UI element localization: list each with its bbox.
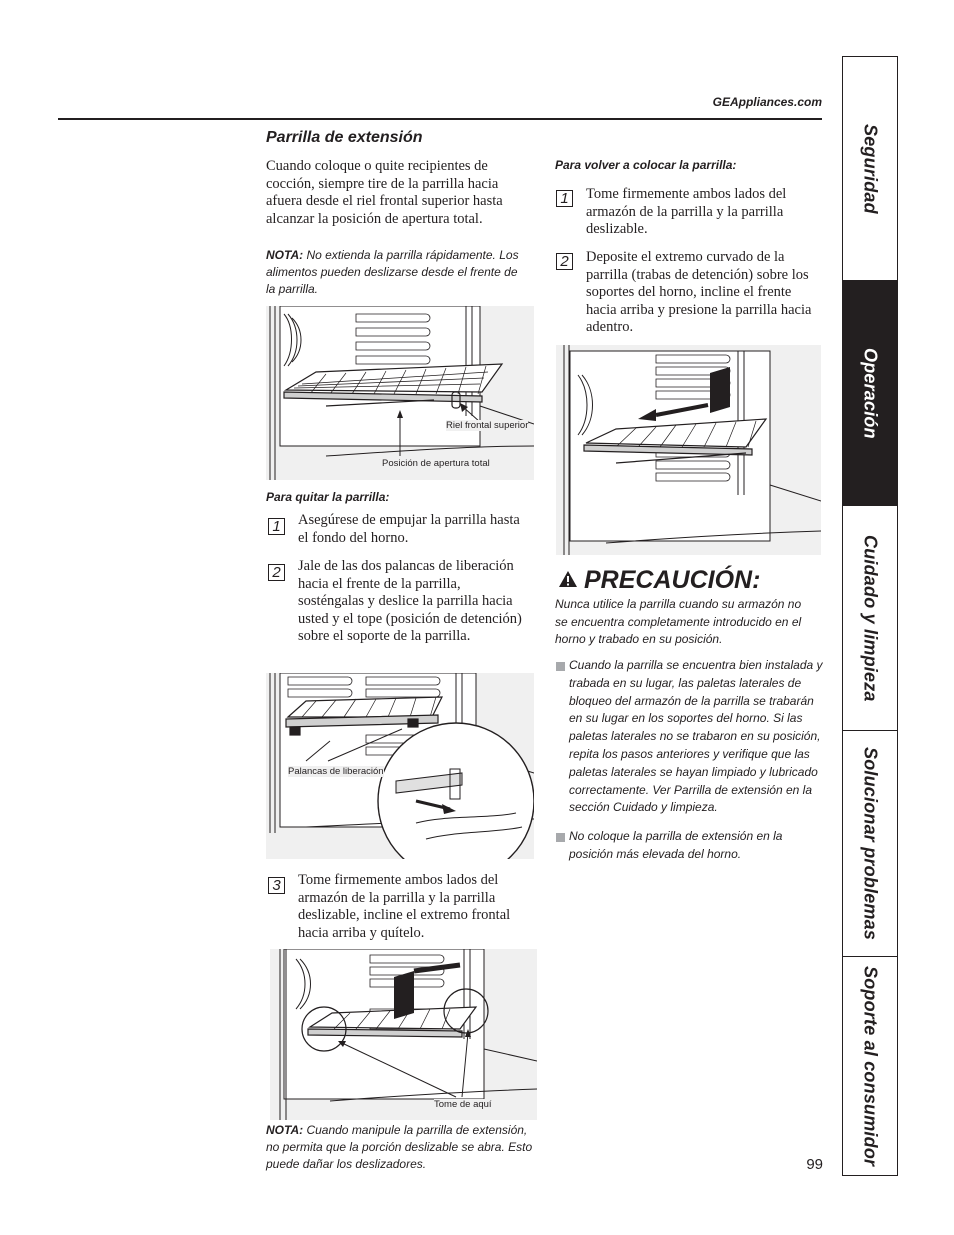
figure-replace-rack bbox=[556, 345, 821, 555]
tab-operacion[interactable] bbox=[843, 281, 897, 505]
remove-step-1: Asegúrese de empujar la parrilla hasta el fondo del horno. bbox=[298, 512, 520, 546]
label-release-levers: Palancas de liberación bbox=[288, 766, 384, 777]
step-number: 2 bbox=[556, 253, 573, 270]
figure-rack-open bbox=[266, 306, 534, 480]
caution-bullet-2: No coloque la parrilla de extensión en la posición más elevada del horno. bbox=[569, 829, 783, 861]
step-number: 3 bbox=[268, 877, 285, 894]
note-text: No extienda la parrilla rápidamente. Los alimentos pueden deslizarse desde el frente de la parrilla. bbox=[266, 248, 519, 296]
replace-rack-illustration bbox=[556, 345, 821, 555]
intro-paragraph: Cuando coloque o quite recipientes de cocción, siempre tire de la parrilla hacia afuera desde el riel frontal superior hasta alcanzar la posición de apertura total. bbox=[266, 158, 503, 227]
note-label: NOTA: bbox=[266, 248, 304, 262]
tab-cuidado-limpieza[interactable] bbox=[843, 505, 897, 731]
tab-label: Cuidado y limpieza bbox=[860, 534, 881, 702]
bullet-marker bbox=[556, 662, 565, 671]
step-number: 2 bbox=[268, 564, 285, 581]
caution-bullet-1: Cuando la parrilla se encuentra bien instalada y trabada en su lugar, las paletas laterales de bloqueo del armazón de la parrilla se trabarán en su lugar en los soportes del horno. Si las paletas laterales no se trabaron en su posición, repita los pasos anteriores y verifique que las paletas laterales se hayan limpiado y lubricado correctamente. Ver Parrilla de extensión en la sección Cuidado y limpieza. bbox=[569, 658, 823, 815]
replace-heading: Para volver a colocar la parrilla: bbox=[555, 158, 737, 172]
tab-label: Solucionar problemas bbox=[860, 746, 881, 941]
label-open-position: Posición de apertura total bbox=[382, 458, 490, 469]
header-rule bbox=[58, 118, 822, 120]
tab-seguridad[interactable] bbox=[843, 57, 897, 281]
tab-solucionar-problemas[interactable] bbox=[843, 731, 897, 957]
caution-text: Nunca utilice la parrilla cuando su armazón no se encuentra completamente introducido en el horno y trabado en su posición. bbox=[555, 597, 802, 646]
label-grab-here: Tome de aquí bbox=[434, 1099, 492, 1110]
grab-rack-illustration bbox=[270, 949, 537, 1120]
step-number: 1 bbox=[268, 518, 285, 535]
remove-step-3: Tome firmemente ambos lados del armazón de la parrilla y la parrilla deslizable, incline el extremo frontal hacia arriba y quítelo. bbox=[298, 872, 511, 941]
caution-title: PRECAUCIÓN: bbox=[584, 566, 761, 594]
oven-rack-illustration bbox=[266, 306, 534, 480]
figure-grab-rack bbox=[270, 949, 537, 1120]
note-text: Cuando manipule la parrilla de extensión, no permita que la porción deslizable se abra. Esto puede dañar los deslizadores. bbox=[266, 1123, 533, 1171]
section-title: Parrilla de extensión bbox=[266, 129, 423, 146]
note-label: NOTA: bbox=[266, 1123, 304, 1137]
side-tabs bbox=[842, 56, 898, 1176]
tab-label: Seguridad bbox=[860, 123, 881, 214]
step-number: 1 bbox=[556, 190, 573, 207]
website-url: GEAppliances.com bbox=[712, 95, 822, 109]
remove-step-2: Jale de las dos palancas de liberación hacia el frente de la parrilla, sosténgalas y deslice la parrilla hacia usted y el tope (posición de detención) sobre el soporte de la parrilla. bbox=[298, 558, 522, 644]
page-number: 99 bbox=[806, 1156, 823, 1173]
tab-label: Soporte al consumidor bbox=[860, 965, 881, 1167]
tab-soporte-consumidor[interactable] bbox=[843, 957, 897, 1175]
bullet-marker bbox=[556, 833, 565, 842]
warning-icon bbox=[558, 570, 578, 588]
label-front-rail: Riel frontal superior bbox=[446, 420, 529, 431]
replace-step-1: Tome firmemente ambos lados del armazón de la parrilla y la parrilla deslizable. bbox=[586, 186, 787, 237]
remove-heading: Para quitar la parrilla: bbox=[266, 490, 390, 504]
replace-step-2: Deposite el extremo curvado de la parrilla (trabas de detención) sobre los soportes del horno, incline el frente hacia arriba y presione la parrilla hacia adentro. bbox=[586, 249, 812, 335]
note-rack-speed bbox=[266, 247, 528, 298]
tab-label: Operación bbox=[860, 347, 881, 439]
note-slide-caution bbox=[266, 1122, 538, 1173]
figure-release-levers bbox=[266, 673, 534, 859]
